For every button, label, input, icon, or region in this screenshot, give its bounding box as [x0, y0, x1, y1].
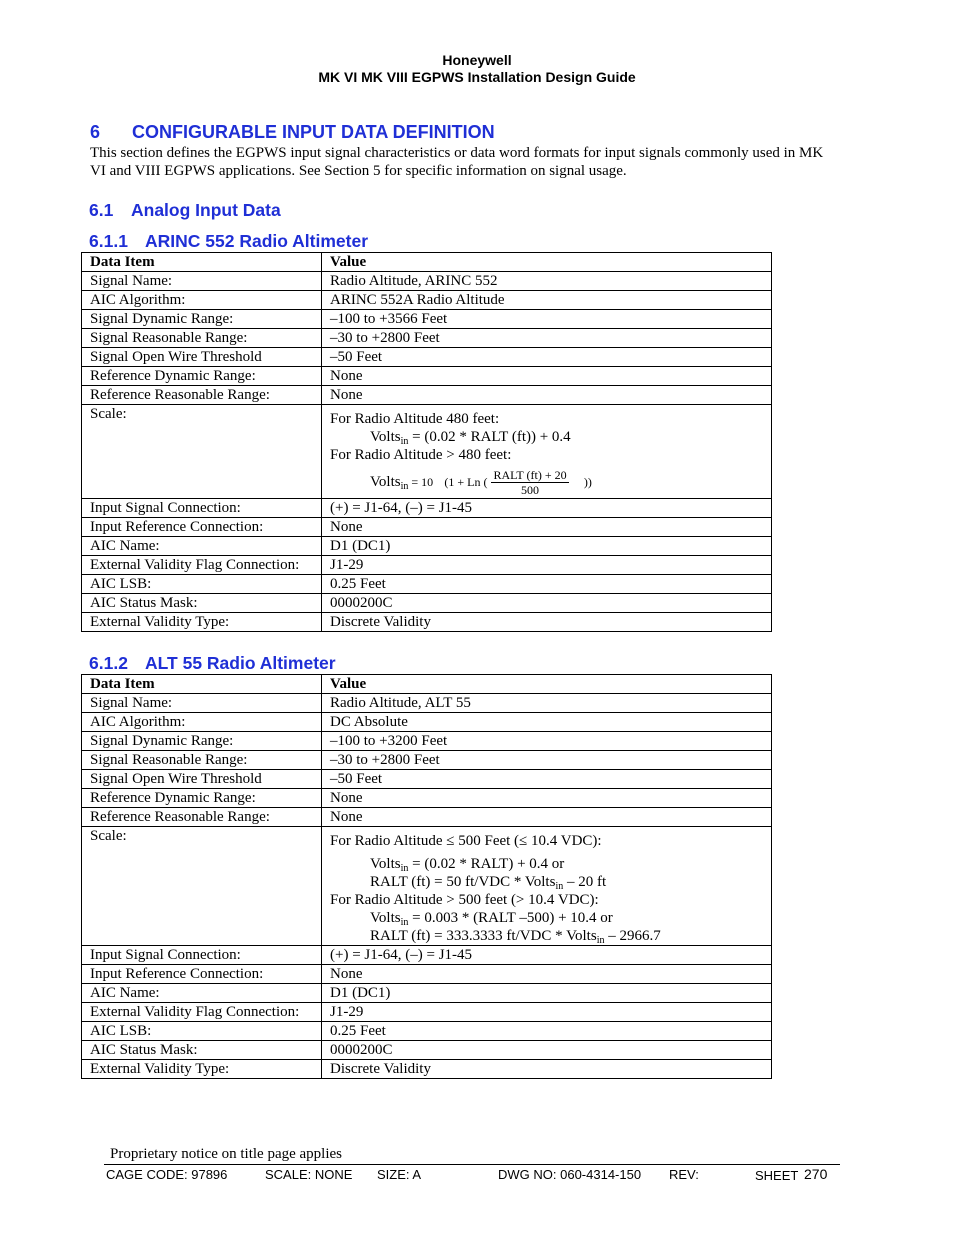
- drawing-number: DWG NO: 060-4314-150: [498, 1167, 642, 1182]
- value-cell: Discrete Validity: [322, 613, 772, 632]
- scale-row: [82, 827, 772, 946]
- cage-code: CAGE CODE: 97896: [106, 1167, 228, 1182]
- eq-part: RALT (ft) = 50 ft/VDC * Volts: [370, 874, 556, 890]
- data-item-cell: AIC Algorithm:: [82, 291, 322, 310]
- scale-equation-log: [330, 468, 763, 497]
- table-header-row: [82, 253, 772, 272]
- arinc552-table: [81, 252, 772, 632]
- subsection-heading: [89, 200, 281, 221]
- table-row: [82, 789, 772, 808]
- table-row: [82, 770, 772, 789]
- scale-equation: [330, 873, 763, 891]
- table-row: [82, 1060, 772, 1079]
- value-cell: –30 to +2800 Feet: [322, 751, 772, 770]
- section-heading: [90, 122, 495, 143]
- fraction-denominator: 500: [521, 483, 540, 497]
- sheet-number: 270: [804, 1166, 828, 1182]
- data-item-cell: Signal Reasonable Range:: [82, 751, 322, 770]
- table2-number: 6.1.2: [89, 653, 128, 673]
- data-item-cell: Input Signal Connection:: [82, 499, 322, 518]
- data-item-cell: External Validity Type:: [82, 613, 322, 632]
- subsection-title: Analog Input Data: [131, 200, 281, 220]
- value-cell: None: [322, 808, 772, 827]
- table1-title: ARINC 552 Radio Altimeter: [145, 231, 369, 251]
- column-header-value: Value: [322, 675, 772, 694]
- eq-subscript: in: [400, 917, 409, 928]
- data-item-cell: Signal Name:: [82, 694, 322, 713]
- size-info: SIZE: A: [377, 1167, 422, 1182]
- scale-equation: [330, 428, 763, 446]
- table-row: [82, 575, 772, 594]
- data-item-cell: Signal Name:: [82, 272, 322, 291]
- value-cell: J1-29: [322, 556, 772, 575]
- table-row: [82, 291, 772, 310]
- eq-part: = (0.02 * RALT) + 0.4 or: [408, 856, 565, 872]
- value-cell: –100 to +3200 Feet: [322, 732, 772, 751]
- table-row: [82, 272, 772, 291]
- eq-part: = 0.003 * (RALT –500) + 10.4 or: [408, 910, 613, 926]
- data-item-cell: Reference Dynamic Range:: [82, 789, 322, 808]
- scale-value: [322, 405, 772, 499]
- data-item-cell: Signal Reasonable Range:: [82, 329, 322, 348]
- table-row: [82, 751, 772, 770]
- table-row: [82, 1003, 772, 1022]
- eq-fraction: [491, 468, 568, 497]
- scale-equation: [330, 855, 763, 873]
- eq-subscript: in: [400, 436, 409, 447]
- eq-part: (1 + Ln (: [444, 474, 488, 489]
- column-header-value: Value: [322, 253, 772, 272]
- scale-row: [82, 405, 772, 499]
- table-row: [82, 537, 772, 556]
- data-item-cell: Reference Reasonable Range:: [82, 808, 322, 827]
- eq-subscript: in: [596, 935, 605, 946]
- data-item-cell: Reference Dynamic Range:: [82, 367, 322, 386]
- document-title: MK VI MK VIII EGPWS Installation Design Guide: [318, 69, 636, 85]
- value-cell: 0000200C: [322, 1041, 772, 1060]
- value-cell: None: [322, 518, 772, 537]
- eq-subscript: in: [400, 480, 409, 492]
- subsection-number: 6.1: [89, 200, 114, 220]
- table-header-row: [82, 675, 772, 694]
- scale-equation: [330, 927, 763, 945]
- data-item-cell: Signal Open Wire Threshold: [82, 348, 322, 367]
- value-cell: J1-29: [322, 1003, 772, 1022]
- revision: REV:: [669, 1167, 699, 1182]
- value-cell: Radio Altitude, ARINC 552: [322, 272, 772, 291]
- value-cell: None: [322, 965, 772, 984]
- data-item-cell: AIC LSB:: [82, 1022, 322, 1041]
- eq-part: Volts: [370, 429, 401, 445]
- table-row: [82, 499, 772, 518]
- value-cell: –30 to +2800 Feet: [322, 329, 772, 348]
- table-row: [82, 946, 772, 965]
- data-item-cell: Input Signal Connection:: [82, 946, 322, 965]
- data-item-cell: External Validity Type:: [82, 1060, 322, 1079]
- value-cell: –50 Feet: [322, 348, 772, 367]
- table-row: [82, 348, 772, 367]
- data-item-cell: Reference Reasonable Range:: [82, 386, 322, 405]
- value-cell: –50 Feet: [322, 770, 772, 789]
- eq-part: Volts: [370, 910, 401, 926]
- column-header-data-item: Data Item: [82, 253, 322, 272]
- section-number: 6: [90, 122, 101, 142]
- value-cell: Radio Altitude, ALT 55: [322, 694, 772, 713]
- value-cell: D1 (DC1): [322, 537, 772, 556]
- value-cell: –100 to +3566 Feet: [322, 310, 772, 329]
- eq-subscript: in: [555, 881, 564, 892]
- value-cell: DC Absolute: [322, 713, 772, 732]
- sheet-label: SHEET: [755, 1168, 799, 1183]
- data-item-cell: External Validity Flag Connection:: [82, 556, 322, 575]
- proprietary-notice: Proprietary notice on title page applies: [110, 1146, 343, 1162]
- value-cell: ARINC 552A Radio Altitude: [322, 291, 772, 310]
- table-row: [82, 694, 772, 713]
- table-row: [82, 613, 772, 632]
- eq-part: Volts: [370, 473, 401, 490]
- table-row: [82, 965, 772, 984]
- value-cell: Discrete Validity: [322, 1060, 772, 1079]
- eq-part: – 2966.7: [604, 928, 661, 944]
- value-cell: (+) = J1-64, (–) = J1-45: [322, 499, 772, 518]
- data-item-cell: Signal Dynamic Range:: [82, 732, 322, 751]
- data-item-cell: AIC Name:: [82, 984, 322, 1003]
- alt55-table: [81, 674, 772, 1079]
- table-row: [82, 713, 772, 732]
- table1-number: 6.1.1: [89, 231, 128, 251]
- scale-line: For Radio Altitude 480 feet:: [330, 411, 500, 427]
- document-company: Honeywell: [442, 52, 512, 68]
- data-item-cell: Signal Open Wire Threshold: [82, 770, 322, 789]
- data-item-cell: AIC Algorithm:: [82, 713, 322, 732]
- eq-part: – 20 ft: [563, 874, 607, 890]
- data-item-cell: AIC Status Mask:: [82, 1041, 322, 1060]
- table-row: [82, 732, 772, 751]
- eq-part: RALT (ft) = 333.3333 ft/VDC * Volts: [370, 928, 597, 944]
- eq-subscript: in: [400, 863, 409, 874]
- scale-line: For Radio Altitude > 480 feet:: [330, 447, 512, 463]
- table-row: [82, 808, 772, 827]
- scale-value: [322, 827, 772, 946]
- scale-info: SCALE: NONE: [265, 1167, 353, 1182]
- eq-part: = 10: [408, 474, 434, 489]
- table-row: [82, 594, 772, 613]
- value-cell: None: [322, 789, 772, 808]
- table-row: [82, 556, 772, 575]
- section-title: CONFIGURABLE INPUT DATA DEFINITION: [132, 122, 495, 142]
- table2-title: ALT 55 Radio Altimeter: [145, 653, 336, 673]
- data-item-cell: AIC Status Mask:: [82, 594, 322, 613]
- scale-label: Scale:: [82, 827, 322, 946]
- value-cell: 0.25 Feet: [322, 1022, 772, 1041]
- column-header-data-item: Data Item: [82, 675, 322, 694]
- value-cell: 0.25 Feet: [322, 575, 772, 594]
- data-item-cell: Input Reference Connection:: [82, 965, 322, 984]
- table-row: [82, 329, 772, 348]
- table-row: [82, 518, 772, 537]
- section-intro: This section defines the EGPWS input signal characteristics or data word formats for input signals commonly used in MK VI and VIII EGPWS applications. See Section 5 for specific information on signal usage.: [90, 145, 824, 179]
- scale-line: For Radio Altitude > 500 feet (> 10.4 VDC):: [330, 892, 599, 908]
- fraction-numerator: RALT (ft) + 20: [493, 468, 567, 482]
- scale-equation: [330, 909, 763, 927]
- scale-label: Scale:: [82, 405, 322, 499]
- table-row: [82, 1022, 772, 1041]
- table-row: [82, 984, 772, 1003]
- value-cell: D1 (DC1): [322, 984, 772, 1003]
- eq-part: )): [583, 474, 592, 489]
- value-cell: None: [322, 367, 772, 386]
- table-row: [82, 386, 772, 405]
- eq-part: Volts: [370, 856, 401, 872]
- table-row: [82, 367, 772, 386]
- eq-part: = (0.02 * RALT (ft)) + 0.4: [408, 429, 571, 445]
- data-item-cell: External Validity Flag Connection:: [82, 1003, 322, 1022]
- scale-line: For Radio Altitude ≤ 500 Feet (≤ 10.4 VDC):: [330, 833, 602, 849]
- value-cell: (+) = J1-64, (–) = J1-45: [322, 946, 772, 965]
- table-row: [82, 1041, 772, 1060]
- data-item-cell: AIC LSB:: [82, 575, 322, 594]
- footer-divider: [104, 1164, 840, 1165]
- table2-heading: [89, 653, 336, 674]
- table1-heading: [89, 231, 368, 252]
- data-item-cell: AIC Name:: [82, 537, 322, 556]
- value-cell: 0000200C: [322, 594, 772, 613]
- data-item-cell: Input Reference Connection:: [82, 518, 322, 537]
- value-cell: None: [322, 386, 772, 405]
- table-row: [82, 310, 772, 329]
- data-item-cell: Signal Dynamic Range:: [82, 310, 322, 329]
